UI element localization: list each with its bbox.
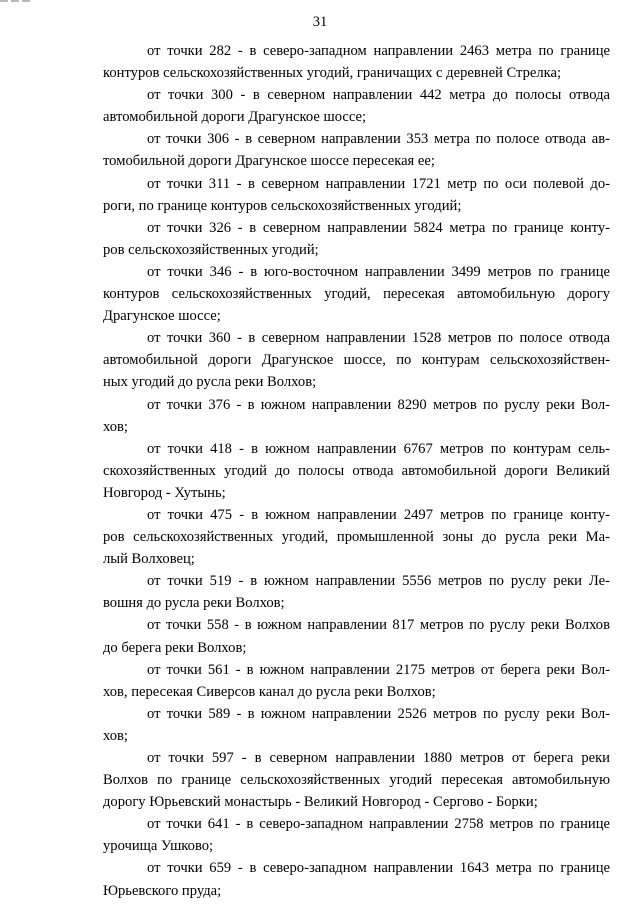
paragraph <box>103 857 610 901</box>
paragraph <box>103 261 610 327</box>
text-line: лый Волховец; <box>103 551 195 568</box>
text-line: от точки 475 - в южном направлении 2497 метров по границе конту- <box>147 506 610 523</box>
text-line: автомобильной дороги Драгунское шоссе, по контурам сельскохозяйствен- <box>103 352 610 369</box>
text-line: автомобильной дороги Драгунское шоссе; <box>103 109 367 126</box>
text-line: дорогу Юрьевский монастырь - Великий Новгород - Сергово - Борки; <box>103 794 538 811</box>
paragraph <box>103 173 610 217</box>
text-line: Новгород - Хутынь; <box>103 484 226 501</box>
text-line: скохозяйственных угодий до полосы отвода автомобильной дороги Великий <box>103 462 610 479</box>
text-line: от точки 641 - в северо-западном направлении 2758 метров по границе <box>147 816 610 833</box>
text-line: хов, пересекая Сиверсов канал до русла реки Волхов; <box>103 683 436 700</box>
text-line: хов; <box>103 727 128 744</box>
text-line: до берега реки Волхов; <box>103 639 247 656</box>
text-line: от точки 311 - в северном направлении 1721 метр по оси полевой до- <box>147 175 610 192</box>
text-line: от точки 376 - в южном направлении 8290 метров по руслу реки Вол- <box>147 396 610 413</box>
text-line: роги, по границе контуров сельскохозяйственных угодий; <box>103 197 462 214</box>
paragraph <box>103 504 610 570</box>
text-line: вошня до русла реки Волхов; <box>103 595 285 612</box>
paragraph <box>103 570 610 614</box>
paragraph <box>103 327 610 393</box>
paragraph <box>103 659 610 703</box>
text-line: от точки 659 - в северо-западном направлении 1643 метра по границе <box>147 860 610 877</box>
paragraph <box>103 394 610 438</box>
text-line: от точки 561 - в южном направлении 2175 метров от берега реки Вол- <box>147 661 610 678</box>
text-line: Волхов по границе сельскохозяйственных угодий пересекая автомобильную <box>103 772 610 789</box>
document-body <box>103 40 610 902</box>
text-line: от точки 589 - в южном направлении 2526 метров по руслу реки Вол- <box>147 705 610 722</box>
text-line: от точки 306 - в северном направлении 353 метра по полосе отвода ав- <box>147 131 610 148</box>
text-line: от точки 360 - в северном направлении 1528 метров по полосе отвода <box>147 330 610 347</box>
text-line: ров сельскохозяйственных угодий; <box>103 241 319 258</box>
paragraph <box>103 438 610 504</box>
text-line: от точки 300 - в северном направлении 442 метра до полосы отвода <box>147 87 610 104</box>
text-line: от точки 326 - в северном направлении 5824 метра по границе конту- <box>147 219 610 236</box>
text-line: ров сельскохозяйственных угодий, промышленной зоны до русла реки Ма- <box>103 529 610 546</box>
text-line: Драгунское шоссе; <box>103 308 221 325</box>
paragraph <box>103 614 610 658</box>
page-number: 31 <box>312 14 328 30</box>
text-line: хов; <box>103 418 128 435</box>
text-line: от точки 558 - в южном направлении 817 метров по руслу реки Волхов <box>147 617 610 634</box>
text-line: томобильной дороги Драгунское шоссе пересекая ее; <box>103 153 435 170</box>
text-line: от точки 282 - в северо-западном направлении 2463 метра по границе <box>147 43 610 59</box>
paragraph <box>103 84 610 128</box>
text-line: от точки 597 - в северном направлении 1880 метров от берега реки <box>147 750 610 766</box>
paragraph <box>103 217 610 261</box>
text-line: от точки 418 - в южном направлении 6767 метров по контурам сель- <box>147 440 610 457</box>
paragraph <box>103 703 610 747</box>
text-line: урочища Ушково; <box>103 838 214 855</box>
text-line: от точки 519 - в южном направлении 5556 метров по руслу реки Ле- <box>147 573 610 590</box>
text-line: Юрьевского пруда; <box>103 882 222 899</box>
paragraph <box>103 128 610 172</box>
text-line: от точки 346 - в юго-восточном направлении 3499 метров по границе <box>147 263 610 280</box>
paragraph <box>103 813 610 857</box>
text-line: ных угодий до русла реки Волхов; <box>103 374 317 391</box>
paragraph <box>103 747 610 813</box>
paragraph <box>103 40 610 84</box>
text-line: контуров сельскохозяйственных угодий, пересекая автомобильную дорогу <box>103 286 610 303</box>
text-line: контуров сельскохозяйственных угодий, граничащих с деревней Стрелка; <box>103 65 562 82</box>
scan-corner-mark <box>0 0 34 3</box>
